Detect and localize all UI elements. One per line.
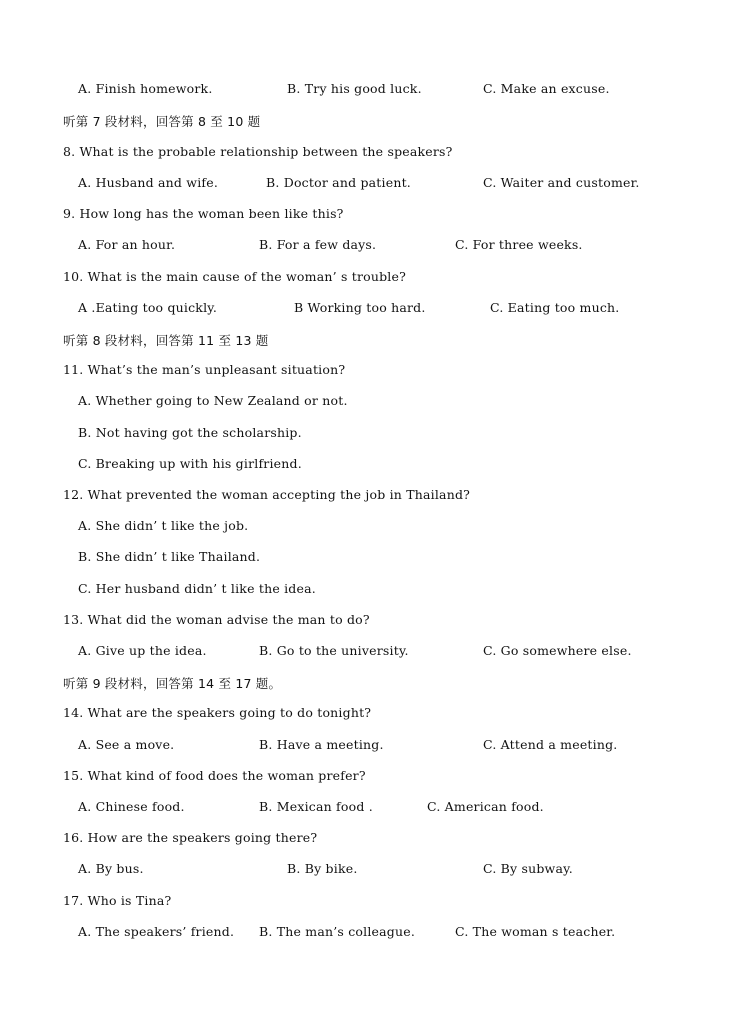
question-14: 14. What are the speakers going to do tonight? — [63, 705, 372, 720]
option-c: C. Go somewhere else. — [483, 643, 632, 658]
option-a: A. Finish homework. — [78, 81, 213, 96]
section-heading: 听第 7 段材料，回答第 8 至 10 题 — [63, 114, 261, 129]
option-b: B. The man’s colleague. — [259, 924, 416, 939]
option-b: B. For a few days. — [259, 237, 377, 252]
option-b: B. Go to the university. — [259, 643, 409, 658]
option-a: A. Husband and wife. — [78, 175, 218, 190]
option-b: B. Have a meeting. — [259, 737, 384, 752]
option-b: B. Try his good luck. — [287, 81, 422, 96]
question-12: 12. What prevented the woman accepting the job in Thailand? — [63, 487, 471, 502]
option-c: C. American food. — [427, 799, 544, 814]
option-c: C. By subway. — [483, 861, 573, 876]
option-c: C. Her husband didn’ t like the idea. — [78, 581, 316, 596]
option-c: C. The woman s teacher. — [455, 924, 616, 939]
option-a: A. For an hour. — [78, 237, 176, 252]
option-c: C. Attend a meeting. — [483, 737, 618, 752]
question-15: 15. What kind of food does the woman prefer? — [63, 768, 366, 783]
question-17: 17. Who is Tina? — [63, 893, 172, 908]
section-heading: 听第 9 段材料，回答第 14 至 17 题。 — [63, 676, 282, 691]
option-a: A. See a move. — [78, 737, 175, 752]
question-13: 13. What did the woman advise the man to do? — [63, 612, 370, 627]
question-11: 11. What’s the man’s unpleasant situation? — [63, 362, 346, 377]
option-a: A. She didn’ t like the job. — [78, 518, 249, 533]
option-a: A. By bus. — [78, 861, 144, 876]
option-a: A. The speakers’ friend. — [78, 924, 235, 939]
section-heading: 听第 8 段材料，回答第 11 至 13 题 — [63, 333, 269, 348]
question-10: 10. What is the main cause of the woman’ s trouble? — [63, 269, 407, 284]
option-c: C. Breaking up with his girlfriend. — [78, 456, 302, 471]
option-a: A. Chinese food. — [78, 799, 185, 814]
option-c: C. For three weeks. — [455, 237, 583, 252]
option-b: B. Mexican food . — [259, 799, 373, 814]
question-8: 8. What is the probable relationship between the speakers? — [63, 144, 453, 159]
option-b: B Working too hard. — [294, 300, 426, 315]
question-9: 9. How long has the woman been like this? — [63, 206, 344, 221]
option-b: B. Not having got the scholarship. — [78, 425, 302, 440]
option-c: C. Make an excuse. — [483, 81, 610, 96]
option-c: C. Waiter and customer. — [483, 175, 640, 190]
option-a: A. Give up the idea. — [78, 643, 207, 658]
option-c: C. Eating too much. — [490, 300, 620, 315]
option-b: B. By bike. — [287, 861, 358, 876]
option-a: A .Eating too quickly. — [78, 300, 218, 315]
option-b: B. She didn’ t like Thailand. — [78, 549, 261, 564]
question-16: 16. How are the speakers going there? — [63, 830, 318, 845]
option-a: A. Whether going to New Zealand or not. — [78, 393, 348, 408]
option-b: B. Doctor and patient. — [266, 175, 411, 190]
